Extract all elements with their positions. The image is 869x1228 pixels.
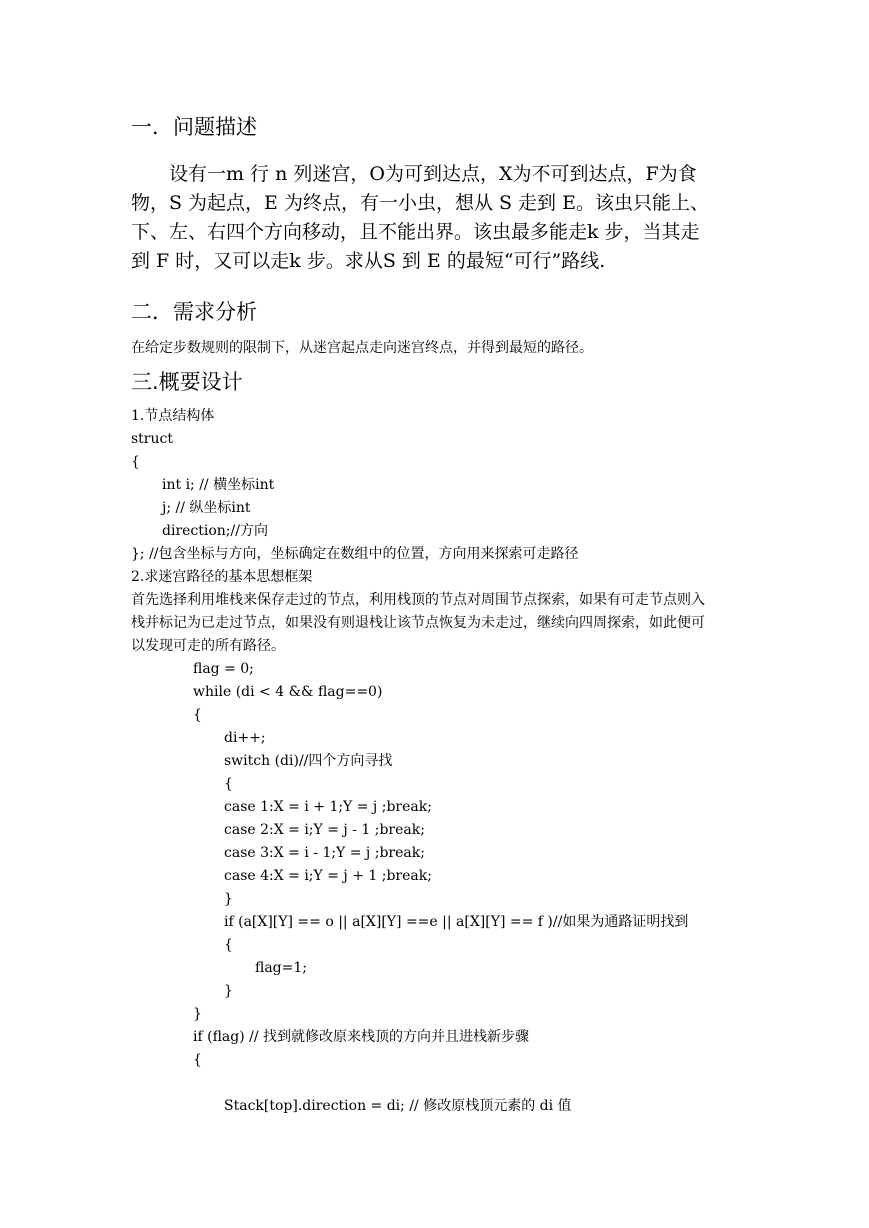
code-line: case 2:X = i;Y = j - 1 ;break; [224,822,425,838]
code-line: { [193,1052,202,1068]
code-line: while (di < 4 && flag==0) [193,684,383,700]
code-line: case 3:X = i - 1;Y = j ;break; [224,845,425,861]
framework-description-line: 首先选择利用堆栈来保存走过的节点，利用栈顶的节点对周围节点探索，如果有可走节点则入 [131,592,705,608]
paragraph-line: 下、左、右四个方向移动，且不能出界。该虫最多能走k 步，当其走 [131,221,700,243]
framework-description-line: 以发现可走的所有路径。 [131,638,285,654]
code-line: } [224,891,233,907]
code-line: int i; // 横坐标int [162,477,275,493]
code-line: { [131,454,140,470]
code-line: j; // 纵坐标int [162,500,251,516]
struct-subheading: 1.节点结构体 [131,408,215,424]
code-line: }; //包含坐标与方向，坐标确定在数组中的位置，方向用来探索可走路径 [131,546,579,562]
code-line: if (a[X][Y] == o || a[X][Y] ==e || a[X][Y] == f )//如果为通路证明找到 [224,914,689,930]
code-line: } [193,1006,202,1022]
code-line: Stack[top].direction = di; // 修改原栈顶元素的 di 值 [224,1098,572,1114]
paragraph-line: 设有一m 行 n 列迷宫，O为可到达点，X为不可到达点，F为食 [131,163,697,185]
code-line: { [224,937,233,953]
code-line: { [224,776,233,792]
section-2-heading: 二．需求分析 [131,300,257,324]
code-line: case 1:X = i + 1;Y = j ;break; [224,799,432,815]
code-line: { [193,707,202,723]
code-line: direction;//方向 [162,523,268,539]
code-line: struct [131,431,173,447]
problem-description-paragraph [131,160,741,276]
section-1-heading: 一．问题描述 [131,115,257,139]
requirements-text: 在给定步数规则的限制下，从迷宫起点走向迷宫终点，并得到最短的路径。 [131,340,593,356]
framework-subheading: 2.求迷宫路径的基本思想框架 [131,569,313,585]
code-line: case 4:X = i;Y = j + 1 ;break; [224,868,432,884]
code-line: di++; [224,730,266,746]
framework-description-line: 栈并标记为已走过节点，如果没有则退栈让该节点恢复为未走过，继续向四周探索，如此便可 [131,615,705,631]
paragraph-line: 到 F 时，又可以走k 步。求从S 到 E 的最短“可行”路线. [131,250,606,272]
code-line: flag = 0; [193,661,254,677]
paragraph-line: 物，S 为起点，E 为终点，有一小虫，想从 S 走到 E。该虫只能上、 [131,192,709,214]
section-3-heading: 三.概要设计 [131,370,243,394]
code-line: flag=1; [255,960,308,976]
code-line: if (flag) // 找到就修改原来栈顶的方向并且进栈新步骤 [193,1029,530,1045]
code-line: switch (di)//四个方向寻找 [224,753,393,769]
code-line: } [224,983,233,999]
